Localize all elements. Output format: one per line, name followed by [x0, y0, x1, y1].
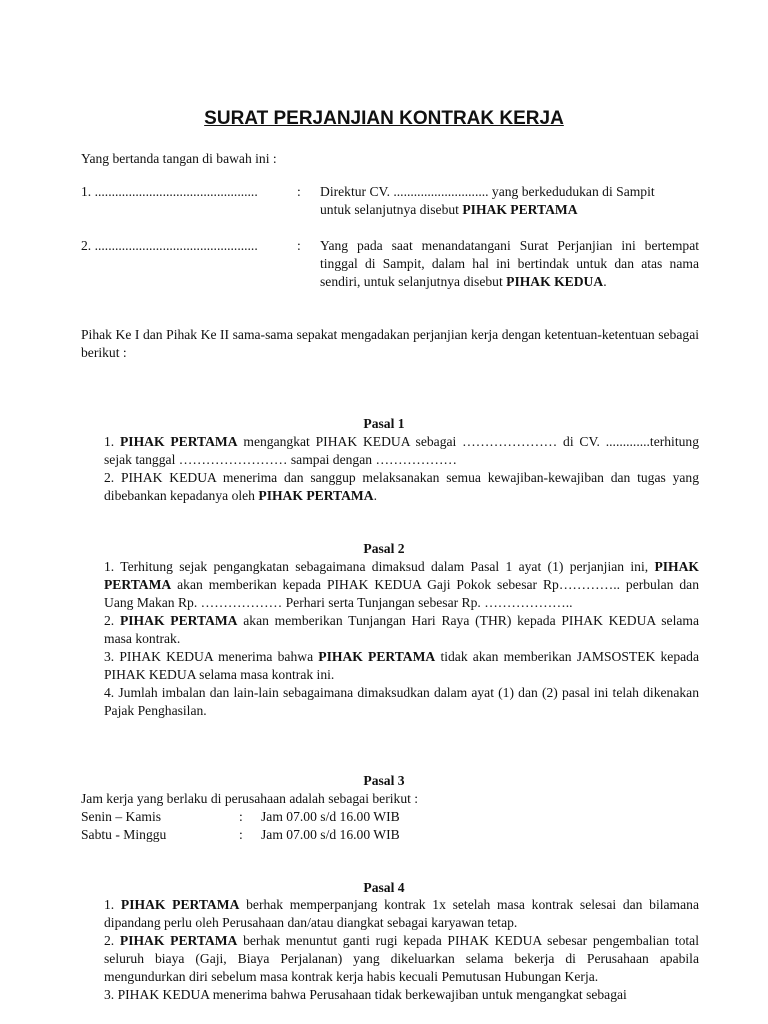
pasal-1-item-2-text: 2. PIHAK KEDUA menerima dan sanggup melaksanakan semua kewajiban-kewajiban dan tugas yang dibebankan kepadanya oleh	[104, 470, 699, 503]
pasal-2-item-4: 4. Jumlah imbalan dan lain-lain sebagaimana dimaksudkan dalam ayat (1) dan (2) pasal ini telah dikenakan Pajak Penghasilan.	[104, 685, 699, 718]
pasal-2-item-3-rest: tidak akan memberikan JAMSOSTEK kepada PIHAK KEDUA selama masa kontrak ini.	[104, 649, 699, 682]
party-1-line-1: Direktur CV. ............................ yang berkedudukan di Sampit	[320, 184, 655, 199]
pasal-1-item-1	[104, 433, 699, 469]
pasal-4-item-2-party: PIHAK PERTAMA	[119, 933, 238, 948]
pasal-2-item-1-text: 1. Terhitung sejak pengangkatan sebagaimana dimaksud dalam Pasal 1 ayat (1) perjanjian ini,	[104, 559, 655, 574]
intro-text: Yang bertanda tangan di bawah ini :	[81, 151, 277, 166]
work-hours-colon: :	[239, 809, 243, 824]
pasal-3-heading: Pasal 3	[363, 773, 405, 788]
pasal-2-item-1	[104, 558, 699, 612]
pasal-2-item-2	[104, 612, 699, 648]
pasal-1-item-2-end: .	[373, 488, 377, 503]
pasal-4-list	[104, 896, 699, 1004]
pasal-2-heading: Pasal 2	[363, 541, 405, 556]
pasal-1-list	[104, 433, 699, 505]
work-hours-time: Jam 07.00 s/d 16.00 WIB	[261, 809, 400, 824]
pasal-4-item-1-text: berhak memperpanjang kontrak 1x setelah masa kontrak selesai dan bilamana dipandang perlu oleh Perusahaan dan/atau diangkat sebagai karyawan tetap.	[104, 897, 699, 930]
pasal-2-item-2-text: akan memberikan Tunjangan Hari Raya (THR) kepada PIHAK KEDUA selama masa kontrak.	[104, 613, 699, 646]
agreement-paragraph: Pihak Ke I dan Pihak Ke II sama-sama sepakat mengadakan perjanjian kerja dengan ketentuan-ketentuan sebagai berikut :	[81, 327, 699, 360]
pasal-2-item-3-party: PIHAK PERTAMA	[318, 649, 436, 664]
party-2-description	[320, 237, 699, 291]
party-1-role: PIHAK PERTAMA	[462, 202, 578, 217]
pasal-2-item-2-party: PIHAK PERTAMA	[119, 613, 238, 628]
pasal-4-item-1	[104, 896, 699, 932]
pasal-1-heading: Pasal 1	[363, 416, 405, 431]
party-1-name-blank: 1. ................................................	[81, 184, 258, 199]
party-2-name-blank: 2. ................................................	[81, 238, 258, 253]
pasal-4-item-2	[104, 932, 699, 986]
work-hours-row	[81, 808, 418, 826]
pasal-2-item-3	[104, 648, 699, 684]
pasal-2-item-2-num: 2.	[104, 613, 120, 628]
party-1-label: untuk selanjutnya disebut	[320, 202, 463, 217]
work-hours-day: Sabtu - Minggu	[81, 827, 167, 842]
party-2-role: PIHAK KEDUA	[506, 274, 604, 289]
pasal-1-item-2-party: PIHAK PERTAMA	[258, 488, 374, 503]
pasal-2-item-3-text: 3. PIHAK KEDUA menerima bahwa	[104, 649, 319, 664]
work-hours-time: Jam 07.00 s/d 16.00 WIB	[261, 827, 400, 842]
pasal-1-item-2	[104, 469, 699, 505]
pasal-2-item-1-rest: akan memberikan kepada PIHAK KEDUA Gaji Pokok sebesar Rp………….. perbulan dan Uang Makan Rp. ……………… Perhari serta Tunjangan sebesar Rp. ………………..	[104, 577, 699, 610]
pasal-3-intro: Jam kerja yang berlaku di perusahaan adalah sebagai berikut :	[81, 791, 419, 806]
party-1-line-2	[320, 201, 699, 219]
pasal-4-item-3: 3. PIHAK KEDUA menerima bahwa Perusahaan tidak berkewajiban untuk mengangkat sebagai	[104, 987, 627, 1002]
pasal-3-body	[81, 790, 418, 844]
party-1-description	[320, 183, 699, 219]
party-1-colon: :	[297, 184, 301, 199]
pasal-4-item-1-party: PIHAK PERTAMA	[120, 897, 240, 912]
pasal-4-item-1-num: 1.	[104, 897, 121, 912]
pasal-4-item-2-text: berhak menuntut ganti rugi kepada PIHAK KEDUA sebesar pengembalian total seluruh biaya (Gaji, Biaya Perjalanan) yang dikeluarkan selama bekerja di Perusahaan apabila mengundurkan diri sebelum masa kontrak kerja habis kecuali Pemutusan Hubungan Kerja.	[104, 933, 699, 984]
pasal-1-item-1-text: mengangkat PIHAK KEDUA sebagai ………………… di CV. .............terhitung sejak tanggal …………………… sampai dengan ………………	[104, 434, 700, 467]
pasal-1-item-1-num: 1.	[104, 434, 120, 449]
party-2-end: .	[603, 274, 607, 289]
pasal-2-item-1-party: PIHAK PERTAMA	[104, 559, 699, 592]
party-2-text: Yang pada saat menandatangani Surat Perjanjian ini bertempat tinggal di Sampit, dalam hal ini bertindak untuk dan atas nama sendiri, untuk selanjutnya disebut	[320, 238, 699, 289]
work-hours-day: Senin – Kamis	[81, 809, 162, 824]
party-2-colon: :	[297, 238, 301, 253]
work-hours-row	[81, 826, 418, 844]
work-hours-colon: :	[239, 827, 243, 842]
document-title: SURAT PERJANJIAN KONTRAK KERJA	[204, 108, 564, 129]
pasal-2-list	[104, 558, 699, 720]
pasal-1-item-1-party: PIHAK PERTAMA	[120, 434, 238, 449]
pasal-4-heading: Pasal 4	[363, 880, 405, 895]
pasal-4-item-2-num: 2.	[104, 933, 120, 948]
